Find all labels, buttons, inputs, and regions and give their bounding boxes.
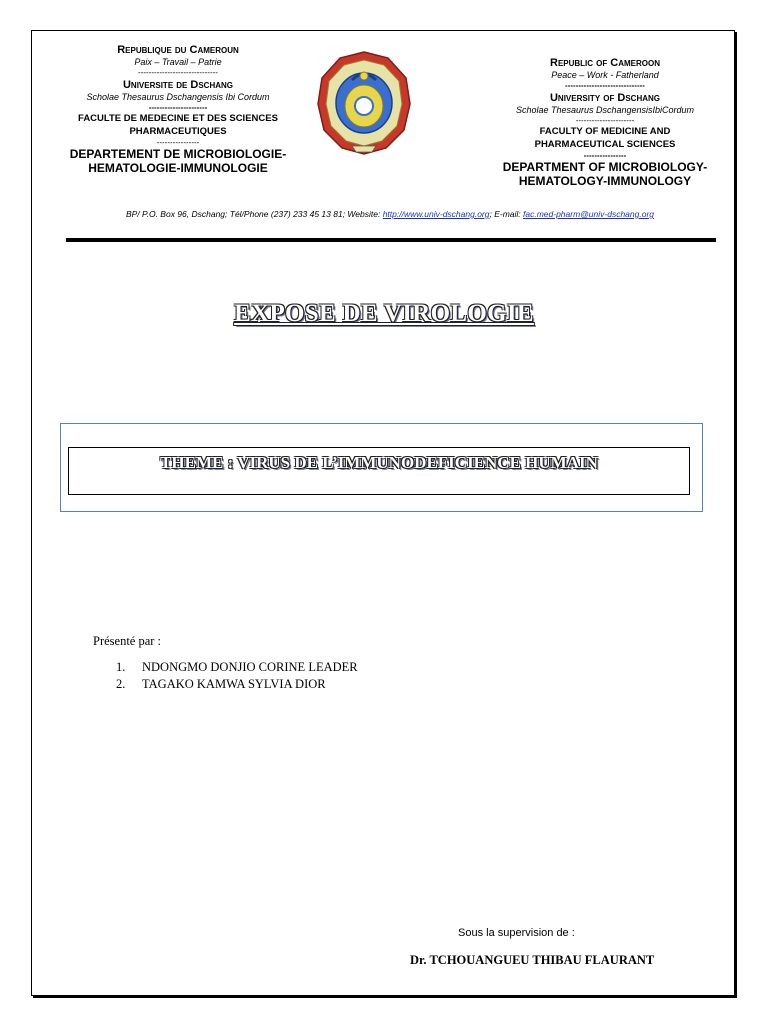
author-name: NDONGMO DONJIO CORINE LEADER [142, 660, 358, 674]
university-name-fr: Universite de Dschang [122, 79, 233, 91]
separator: ---------------- [583, 151, 627, 160]
header-left-french [58, 44, 298, 175]
motto-fr: Paix – Travail – Patrie [134, 57, 222, 67]
faculty-name-en-line1: FACULTY OF MEDICINE AND [539, 126, 671, 137]
author-item [116, 677, 326, 692]
contact-middle: ; E-mail: [489, 209, 524, 219]
separator: ------------------------------ [565, 81, 645, 90]
university-name-en: University of Dschang [549, 92, 660, 104]
country-name-fr: Republique du Cameroun [117, 44, 239, 56]
department-fr-line2: HEMATOLOGIE-IMMUNOLOGIE [88, 161, 268, 175]
university-motto-fr: Scholae Thesaurus Dschangensis Ibi Cordum [86, 92, 270, 102]
contact-line [40, 209, 740, 219]
author-number: 1. [116, 660, 126, 674]
separator: ------------------------------ [138, 68, 218, 77]
logo-crest [360, 72, 368, 80]
department-en-line1: DEPARTMENT OF MICROBIOLOGY- [502, 160, 708, 174]
logo-center-emblem [355, 97, 373, 115]
header-divider [66, 238, 716, 242]
website-link[interactable]: http://www.univ-dschang.org [382, 209, 490, 219]
author-number: 2. [116, 677, 126, 691]
supervision-label: Sous la supervision de : [458, 927, 575, 939]
logo-base [352, 146, 376, 152]
separator: ---------------------- [575, 116, 635, 125]
country-name-en: Republic of Cameroon [550, 57, 660, 69]
separator: ---------------------- [148, 103, 208, 112]
department-en-line2: HEMATOLOGY-IMMUNOLOGY [518, 174, 692, 188]
author-name: TAGAKO KAMWA SYLVIA DIOR [142, 677, 326, 691]
presented-by-label: Présenté par : [93, 634, 162, 648]
faculty-name-fr-line1: FACULTE DE MEDECINE ET DES SCIENCES [78, 113, 278, 124]
header-right-english [485, 57, 725, 188]
theme-title: THEME : VIRUS DE L’IMMUNODEFICIENCE HUMAIN [160, 453, 598, 472]
separator: ---------------- [156, 138, 200, 147]
supervisor-name: Dr. TCHOUANGUEU THIBAU FLAURANT [410, 953, 655, 967]
faculty-name-fr-line2: PHARMACEUTIQUES [129, 126, 227, 137]
motto-en: Peace – Work - Fatherland [551, 70, 659, 80]
university-motto-en: Scholae Thesaurus DschangensisIbiCordum [515, 105, 695, 115]
contact-prefix: BP/ P.O. Box 96, Dschang; Tél/Phone (237) 233 45 13 81; Website: [125, 209, 383, 219]
author-item [116, 660, 358, 675]
department-fr-line1: DEPARTEMENT DE MICROBIOLOGIE- [69, 147, 287, 161]
university-logo [316, 50, 412, 156]
faculty-name-en-line2: PHARMACEUTICAL SCIENCES [534, 139, 676, 150]
email-link[interactable]: fac.med-pharm@univ-dschang.org [523, 209, 655, 219]
document-title: EXPOSE DE VIROLOGIE [234, 300, 534, 327]
